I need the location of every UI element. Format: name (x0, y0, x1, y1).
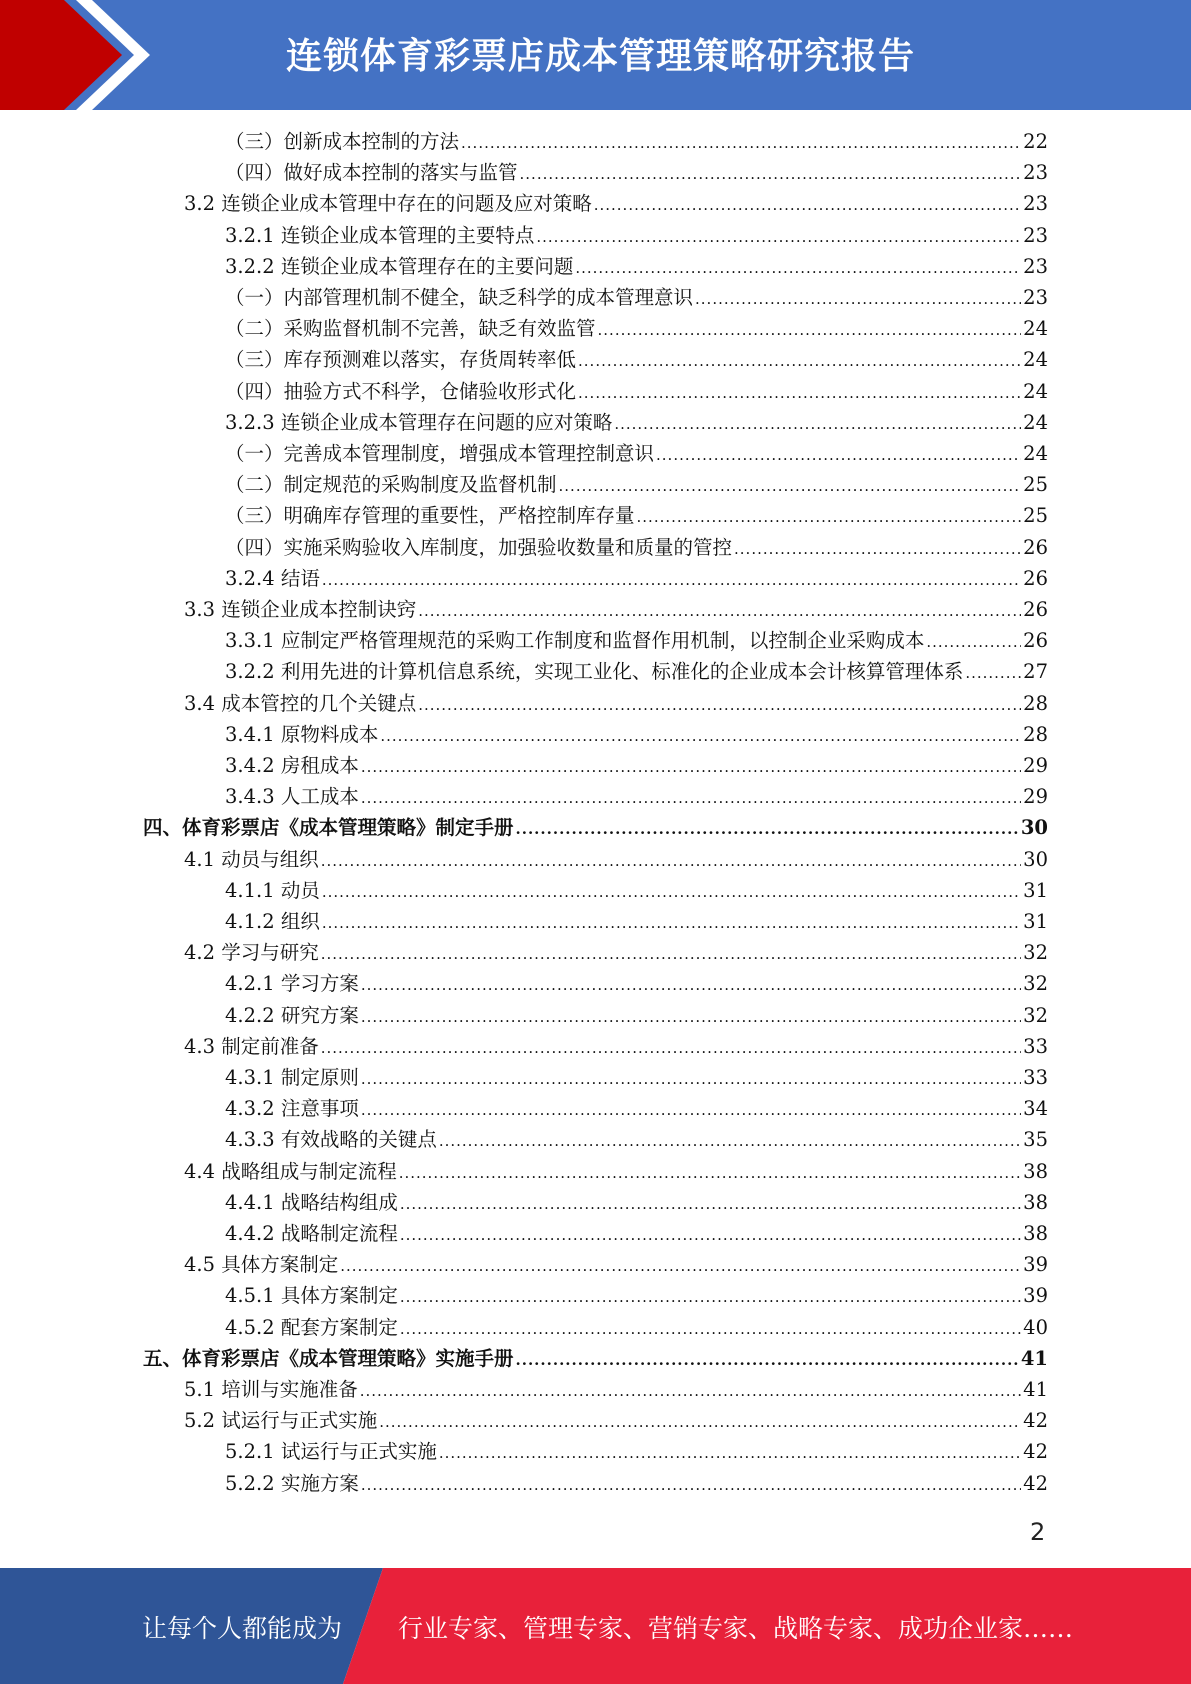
toc-entry[interactable] (143, 1343, 1048, 1374)
toc-entry-page: 23 (1023, 192, 1048, 216)
toc-dot-leader (637, 502, 1022, 533)
toc-dot-leader (598, 315, 1022, 346)
toc-entry-page: 40 (1023, 1315, 1048, 1339)
toc-entry-page: 33 (1023, 1034, 1048, 1058)
toc-entry[interactable] (225, 220, 1048, 251)
toc-entry[interactable] (143, 812, 1048, 843)
toc-entry-title: 4.1 动员与组织 (184, 847, 319, 871)
toc-entry[interactable] (225, 750, 1048, 781)
toc-entry-title: 3.4.2 房租成本 (225, 754, 359, 777)
toc-entry-title: 3.4.3 人工成本 (225, 785, 359, 809)
toc-entry-title: 4.1.1 动员 (225, 878, 320, 902)
toc-entry[interactable] (225, 126, 1048, 157)
toc-entry[interactable] (225, 1468, 1048, 1499)
toc-dot-leader (399, 1158, 1021, 1189)
toc-dot-leader (380, 721, 1021, 752)
toc-entry[interactable] (184, 1374, 1048, 1405)
toc-entry[interactable] (184, 188, 1048, 219)
toc-entry-page: 39 (1023, 1284, 1048, 1308)
toc-entry-title: 3.4.1 原物料成本 (225, 722, 379, 746)
toc-entry[interactable] (225, 1218, 1048, 1249)
toc-entry-page: 27 (1023, 660, 1048, 684)
toc-entry-page: 28 (1023, 722, 1048, 746)
toc-dot-leader (361, 1095, 1021, 1126)
toc-entry[interactable] (184, 1405, 1048, 1436)
toc-entry-page: 22 (1023, 130, 1048, 153)
toc-entry-page: 23 (1023, 223, 1048, 247)
toc-entry[interactable] (184, 1031, 1048, 1062)
toc-entry-title: （二）采购监督机制不完善，缺乏有效监管 (225, 317, 596, 341)
toc-entry-page: 24 (1023, 442, 1048, 465)
toc-dot-leader (361, 752, 1021, 783)
toc-entry-page: 26 (1023, 535, 1048, 559)
toc-entry[interactable] (225, 1280, 1048, 1311)
toc-entry[interactable] (184, 1249, 1048, 1280)
toc-dot-leader (322, 877, 1021, 908)
toc-entry-title: （一）内部管理机制不健全，缺乏科学的成本管理意识 (225, 286, 694, 309)
toc-entry-title: 4.1.2 组织 (225, 910, 320, 933)
toc-dot-leader (516, 814, 1019, 845)
toc-entry[interactable] (225, 563, 1048, 594)
toc-entry-title: 四、体育彩票店《成本管理策略》制定手册 (143, 816, 514, 840)
toc-entry-title: 3.2.3 连锁企业成本管理存在问题的应对策略 (225, 410, 613, 434)
page-header (0, 0, 1191, 110)
toc-entry[interactable] (225, 313, 1048, 344)
toc-entry-page: 32 (1023, 1003, 1048, 1027)
toc-entry-page: 42 (1023, 1440, 1048, 1464)
toc-entry-page: 24 (1023, 348, 1048, 372)
toc-entry-page: 28 (1023, 691, 1048, 715)
toc-entry[interactable] (225, 344, 1048, 375)
toc-entry-title: 3.4 成本管控的几个关键点 (184, 691, 417, 715)
toc-entry-page: 24 (1023, 379, 1048, 403)
toc-entry-title: 5.2.1 试运行与正式实施 (225, 1440, 437, 1464)
toc-dot-leader (321, 939, 1021, 970)
toc-entry-title: 3.2.2 利用先进的计算机信息系统，实现工业化、标准化的企业成本会计核算管理体系 (225, 660, 964, 684)
toc-entry-title: 5.1 培训与实施准备 (184, 1378, 358, 1401)
toc-entry-title: 4.5.2 配套方案制定 (225, 1315, 398, 1339)
toc-entry[interactable] (184, 594, 1048, 625)
toc-dot-leader (322, 908, 1021, 939)
toc-entry-title: 3.3.1 应制定严格管理规范的采购工作制度和监督作用机制，以控制企业采购成本 (225, 629, 925, 653)
toc-entry-title: 3.3 连锁企业成本控制诀窍 (184, 598, 417, 621)
toc-entry-page: 34 (1023, 1097, 1048, 1121)
toc-dot-leader (360, 1376, 1021, 1407)
toc-dot-leader (965, 658, 1021, 689)
toc-entry-title: 5.2.2 实施方案 (225, 1471, 359, 1495)
toc-entry[interactable] (184, 688, 1048, 719)
toc-entry-page: 25 (1023, 504, 1048, 528)
toc-entry-title: （三）库存预测难以落实，存货周转率低 (225, 348, 577, 372)
toc-dot-leader (516, 1345, 1019, 1376)
toc-entry-title: 3.2.4 结语 (225, 566, 320, 590)
toc-entry-page: 39 (1023, 1253, 1048, 1277)
toc-entry-page: 26 (1023, 629, 1048, 653)
toc-entry-title: 4.3.1 制定原则 (225, 1066, 359, 1089)
toc-entry-title: 4.3.2 注意事项 (225, 1097, 359, 1121)
toc-entry[interactable] (225, 968, 1048, 999)
toc-dot-leader (361, 1002, 1021, 1033)
toc-entry-title: 4.3.3 有效战略的关键点 (225, 1128, 437, 1152)
toc-entry[interactable] (225, 656, 1048, 687)
toc-dot-leader (322, 565, 1021, 596)
toc-dot-leader (361, 1064, 1021, 1095)
toc-entry-title: （四）做好成本控制的落实与监管 (225, 161, 518, 185)
toc-dot-leader (400, 1220, 1021, 1251)
toc-entry-title: 4.3 制定前准备 (184, 1034, 319, 1058)
toc-dot-leader (656, 440, 1021, 471)
toc-entry[interactable] (225, 1093, 1048, 1124)
toc-entry-title: 5.2 试运行与正式实施 (184, 1409, 378, 1433)
toc-entry[interactable] (225, 251, 1048, 282)
footer-slogan-right: 行业专家、管理专家、营销专家、战略专家、成功企业家…… (398, 1614, 1074, 1643)
toc-entry-page: 25 (1023, 473, 1048, 497)
toc-entry-page: 24 (1023, 410, 1048, 434)
toc-entry-title: 4.4.1 战略结构组成 (225, 1190, 398, 1214)
toc-dot-leader (695, 284, 1021, 315)
toc-dot-leader (361, 1470, 1021, 1501)
toc-entry-page: 42 (1023, 1471, 1048, 1495)
toc-entry-page: 38 (1023, 1159, 1048, 1183)
toc-entry-title: 3.2 连锁企业成本管理中存在的问题及应对策略 (184, 192, 592, 216)
toc-entry[interactable] (184, 844, 1048, 875)
toc-entry-title: 五、体育彩票店《成本管理策略》实施手册 (143, 1346, 514, 1370)
toc-entry-page: 23 (1023, 286, 1048, 309)
toc-entry-page: 31 (1023, 878, 1048, 902)
toc-dot-leader (361, 783, 1021, 814)
toc-entry[interactable] (225, 1000, 1048, 1031)
toc-dot-leader (536, 222, 1021, 253)
toc-entry-page: 41 (1020, 1346, 1048, 1370)
toc-entry-page: 26 (1023, 598, 1048, 621)
toc-entry[interactable] (225, 1436, 1048, 1467)
page-number: 2 (1030, 1518, 1046, 1546)
toc-entry[interactable] (225, 625, 1048, 656)
toc-entry[interactable] (184, 937, 1048, 968)
toc-entry[interactable] (225, 532, 1048, 563)
toc-entry[interactable] (225, 1062, 1048, 1093)
toc-dot-leader (340, 1251, 1021, 1282)
toc-dot-leader (418, 596, 1021, 627)
toc-entry-title: 3.2.2 连锁企业成本管理存在的主要问题 (225, 254, 574, 278)
toc-entry-page: 29 (1023, 785, 1048, 809)
page-footer (0, 1568, 1191, 1684)
toc-entry-page: 24 (1023, 317, 1048, 341)
toc-entry-title: 4.2 学习与研究 (184, 941, 319, 965)
toc-entry-page: 30 (1023, 847, 1048, 871)
toc-entry[interactable] (225, 1312, 1048, 1343)
toc-entry-page: 33 (1023, 1066, 1048, 1089)
toc-dot-leader (439, 1126, 1021, 1157)
toc-entry-title: （三）明确库存管理的重要性，严格控制库存量 (225, 504, 635, 528)
toc-entry-title: 4.2.1 学习方案 (225, 972, 359, 996)
toc-entry-title: 4.5 具体方案制定 (184, 1253, 339, 1277)
toc-entry[interactable] (225, 469, 1048, 500)
toc-dot-leader (926, 627, 1021, 658)
toc-dot-leader (559, 471, 1022, 502)
toc-entry[interactable] (225, 376, 1048, 407)
toc-dot-leader (614, 409, 1021, 440)
toc-entry-page: 30 (1020, 816, 1048, 840)
toc-entry[interactable] (225, 407, 1048, 438)
toc-entry-title: 4.4 战略组成与制定流程 (184, 1159, 397, 1183)
toc-dot-leader (361, 970, 1021, 1001)
toc-entry-page: 42 (1023, 1409, 1048, 1433)
toc-entry[interactable] (225, 906, 1048, 937)
toc-entry-title: （二）制定规范的采购制度及监督机制 (225, 473, 557, 497)
toc-dot-leader (461, 128, 1021, 159)
toc-entry[interactable] (225, 781, 1048, 812)
toc-entry-page: 29 (1023, 754, 1048, 777)
toc-entry-page: 26 (1023, 566, 1048, 590)
toc-dot-leader (379, 1407, 1021, 1438)
toc-entry[interactable] (225, 500, 1048, 531)
toc-dot-leader (578, 346, 1021, 377)
toc-dot-leader (520, 159, 1022, 190)
toc-dot-leader (578, 378, 1021, 409)
toc-entry[interactable] (225, 1124, 1048, 1155)
toc-entry[interactable] (225, 438, 1048, 469)
toc-entry-title: （三）创新成本控制的方法 (225, 130, 460, 153)
toc-entry-title: （四）抽验方式不科学，仓储验收形式化 (225, 379, 577, 403)
toc-entry-page: 38 (1023, 1222, 1048, 1245)
toc-entry-title: 4.5.1 具体方案制定 (225, 1284, 398, 1308)
toc-entry-page: 35 (1023, 1128, 1048, 1152)
toc-entry-title: （一）完善成本管理制度，增强成本管理控制意识 (225, 442, 655, 465)
toc-entry[interactable] (184, 1156, 1048, 1187)
toc-dot-leader (734, 534, 1021, 565)
toc-dot-leader (321, 846, 1021, 877)
toc-entry[interactable] (225, 157, 1048, 188)
toc-dot-leader (321, 1033, 1021, 1064)
toc-dot-leader (418, 690, 1021, 721)
toc-entry-page: 32 (1023, 972, 1048, 996)
toc-dot-leader (400, 1189, 1021, 1220)
toc-entry[interactable] (225, 1187, 1048, 1218)
toc-dot-leader (594, 190, 1021, 221)
toc-entry-title: （四）实施采购验收入库制度，加强验收数量和质量的管控 (225, 535, 733, 559)
toc-dot-leader (439, 1438, 1021, 1469)
toc-entry[interactable] (225, 719, 1048, 750)
toc-entry[interactable] (225, 875, 1048, 906)
toc-entry-page: 38 (1023, 1190, 1048, 1214)
document-title: 连锁体育彩票店成本管理策略研究报告 (285, 36, 915, 77)
toc-dot-leader (400, 1282, 1021, 1313)
toc-entry-page: 23 (1023, 161, 1048, 185)
toc-entry-page: 31 (1023, 910, 1048, 933)
toc-entry-page: 32 (1023, 941, 1048, 965)
footer-slogan-left: 让每个人都能成为 (142, 1614, 343, 1643)
toc-entry-title: 4.4.2 战略制定流程 (225, 1222, 398, 1245)
toc-entry-title: 3.2.1 连锁企业成本管理的主要特点 (225, 223, 535, 247)
toc-entry-page: 41 (1023, 1378, 1048, 1401)
toc-dot-leader (400, 1314, 1021, 1345)
toc-entry-page: 23 (1023, 254, 1048, 278)
toc-entry[interactable] (225, 282, 1048, 313)
toc-entry-title: 4.2.2 研究方案 (225, 1003, 359, 1027)
toc-dot-leader (575, 253, 1021, 284)
